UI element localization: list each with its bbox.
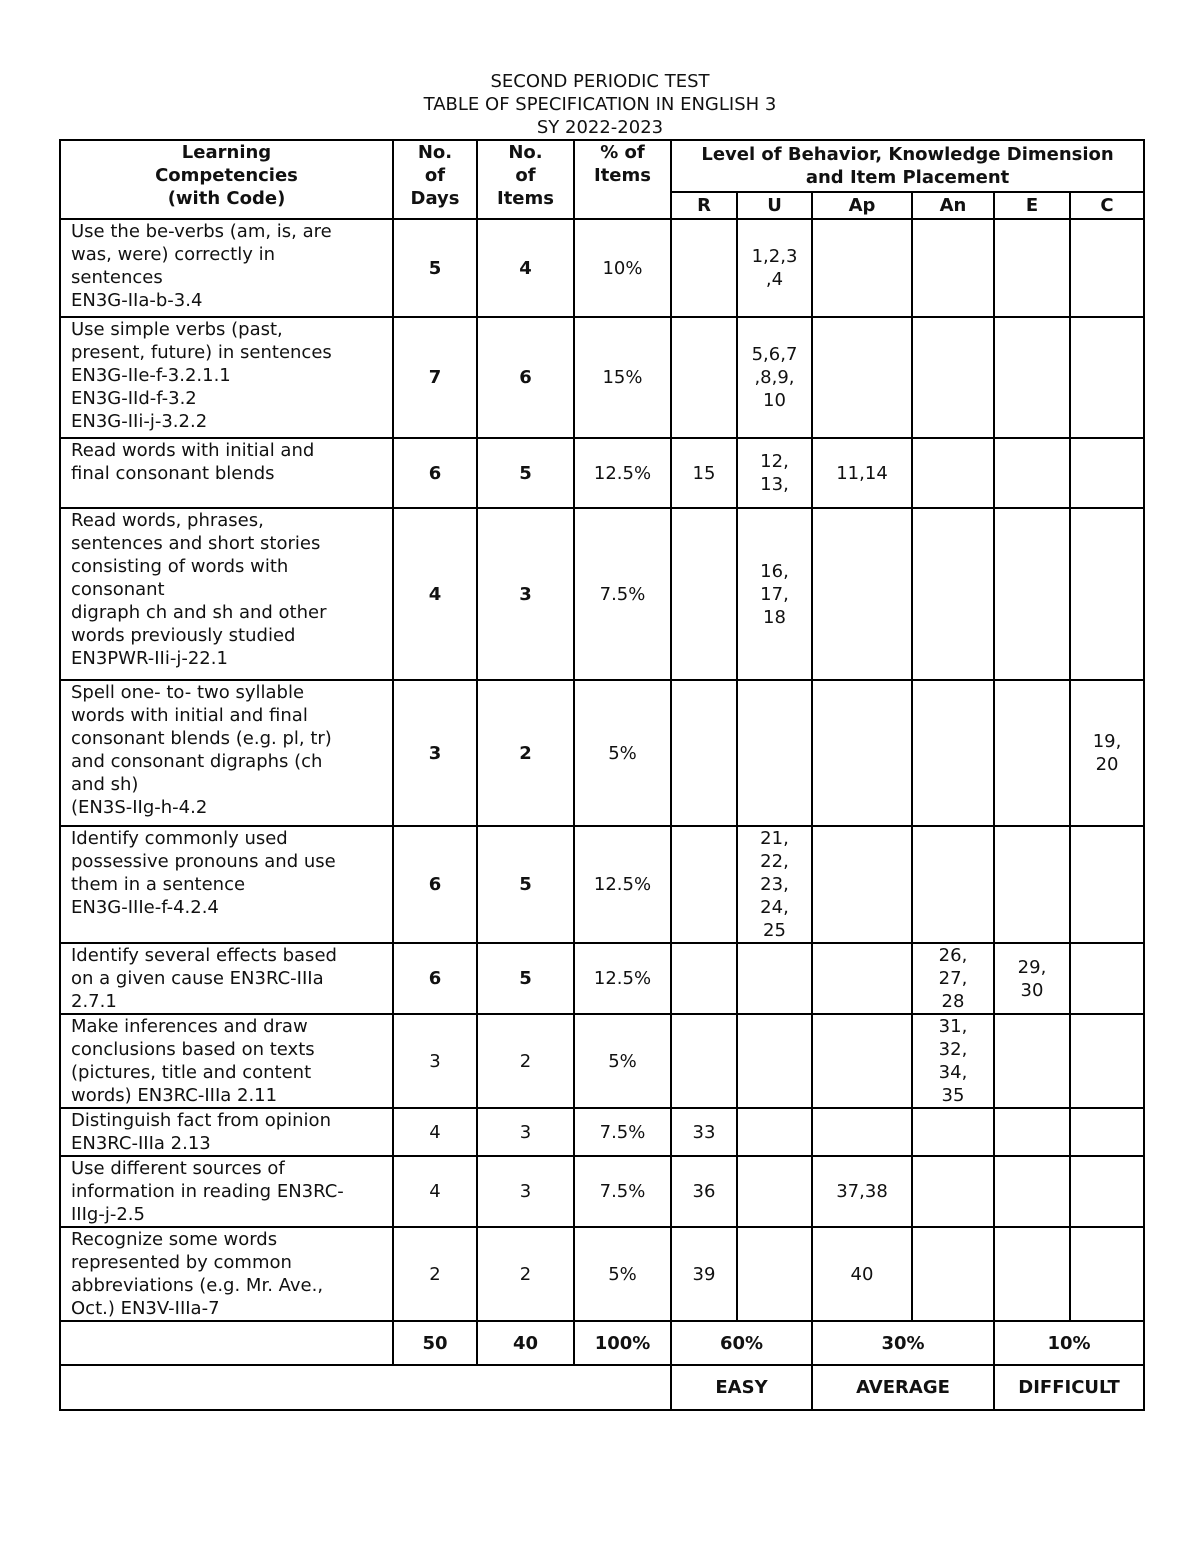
c-cell — [1070, 438, 1144, 508]
days-cell: 3 — [393, 1014, 477, 1108]
c-cell — [1070, 1156, 1144, 1227]
total-percent: 100% — [574, 1321, 671, 1365]
days-cell: 6 — [393, 826, 477, 943]
ap-cell: 40 — [812, 1227, 912, 1321]
average-percent: 30% — [812, 1321, 994, 1365]
table-row — [60, 219, 1144, 317]
competency-cell: Use different sources of information in reading EN3RC- IIIg-j-2.5 — [60, 1156, 393, 1227]
c-cell — [1070, 317, 1144, 438]
u-cell — [737, 1108, 812, 1156]
an-cell — [912, 1227, 994, 1321]
u-cell: 16, 17, 18 — [737, 508, 812, 680]
totals-row — [60, 1321, 1144, 1365]
days-cell: 6 — [393, 943, 477, 1014]
difficult-label: DIFFICULT — [994, 1365, 1144, 1410]
header-percent: % of Items — [574, 140, 671, 219]
competency-cell: Recognize some words represented by common abbreviations (e.g. Mr. Ave., Oct.) EN3V-IIIa-7 — [60, 1227, 393, 1321]
days-cell: 4 — [393, 1108, 477, 1156]
items-cell: 3 — [477, 508, 574, 680]
c-cell — [1070, 219, 1144, 317]
items-cell: 4 — [477, 219, 574, 317]
u-cell — [737, 1227, 812, 1321]
table-row — [60, 508, 1144, 680]
competency-cell: Make inferences and draw conclusions based on texts (pictures, title and content words) EN3RC-IIIa 2.11 — [60, 1014, 393, 1108]
easy-percent: 60% — [671, 1321, 812, 1365]
an-cell — [912, 680, 994, 826]
table-row — [60, 1014, 1144, 1108]
ap-cell — [812, 317, 912, 438]
e-cell — [994, 680, 1070, 826]
ap-cell — [812, 1108, 912, 1156]
percent-cell: 5% — [574, 1014, 671, 1108]
title-line-3: SY 2022-2023 — [536, 117, 664, 138]
u-cell — [737, 943, 812, 1014]
r-cell: 15 — [671, 438, 737, 508]
ap-cell — [812, 943, 912, 1014]
items-cell: 3 — [477, 1156, 574, 1227]
average-label: AVERAGE — [812, 1365, 994, 1410]
percent-cell: 10% — [574, 219, 671, 317]
c-cell: 19, 20 — [1070, 680, 1144, 826]
days-cell: 7 — [393, 317, 477, 438]
an-cell — [912, 317, 994, 438]
r-cell — [671, 826, 737, 943]
header-c: C — [1070, 192, 1144, 219]
title-line-2: TABLE OF SPECIFICATION IN ENGLISH 3 — [423, 94, 777, 115]
e-cell — [994, 1014, 1070, 1108]
e-cell — [994, 1108, 1070, 1156]
title-line-1: SECOND PERIODIC TEST — [490, 71, 710, 92]
ap-cell: 11,14 — [812, 438, 912, 508]
competency-cell: Use simple verbs (past, present, future) in sentences EN3G-IIe-f-3.2.1.1 EN3G-IId-f-3.2 EN3G-IIi-j-3.2.2 — [60, 317, 393, 438]
u-cell: 12, 13, — [737, 438, 812, 508]
table-row — [60, 680, 1144, 826]
ap-cell — [812, 826, 912, 943]
an-cell — [912, 508, 994, 680]
competency-cell: Read words, phrases, sentences and short stories consisting of words with consonant digraph ch and sh and other words previously studied EN3PWR-IIi-j-22.1 — [60, 508, 393, 680]
an-cell — [912, 826, 994, 943]
ap-cell — [812, 680, 912, 826]
percent-cell: 12.5% — [574, 438, 671, 508]
total-items: 40 — [477, 1321, 574, 1365]
table-row — [60, 1156, 1144, 1227]
header-u: U — [737, 192, 812, 219]
c-cell — [1070, 1014, 1144, 1108]
r-cell: 36 — [671, 1156, 737, 1227]
u-cell: 1,2,3 ,4 — [737, 219, 812, 317]
ap-cell — [812, 1014, 912, 1108]
percent-cell: 7.5% — [574, 508, 671, 680]
table-row — [60, 317, 1144, 438]
difficulty-row — [60, 1365, 1144, 1410]
e-cell — [994, 826, 1070, 943]
an-cell — [912, 1108, 994, 1156]
percent-cell: 5% — [574, 680, 671, 826]
difficult-percent: 10% — [994, 1321, 1144, 1365]
days-cell: 4 — [393, 508, 477, 680]
percent-cell: 5% — [574, 1227, 671, 1321]
e-cell — [994, 1227, 1070, 1321]
header-an: An — [912, 192, 994, 219]
days-cell: 6 — [393, 438, 477, 508]
r-cell: 39 — [671, 1227, 737, 1321]
days-cell: 2 — [393, 1227, 477, 1321]
r-cell — [671, 219, 737, 317]
percent-cell: 12.5% — [574, 943, 671, 1014]
totals-label-cell — [60, 1321, 393, 1365]
competency-cell: Identify several effects based on a given cause EN3RC-IIIa 2.7.1 — [60, 943, 393, 1014]
header-e: E — [994, 192, 1070, 219]
competency-cell: Spell one- to- two syllable words with initial and final consonant blends (e.g. pl, tr) and consonant digraphs (ch and sh) (EN3S-IIg-h-4.2 — [60, 680, 393, 826]
table-row — [60, 1227, 1144, 1321]
specification-table — [59, 139, 1145, 1411]
r-cell — [671, 508, 737, 680]
header-level: Level of Behavior, Knowledge Dimension and Item Placement — [671, 140, 1144, 192]
table-row — [60, 943, 1144, 1014]
e-cell — [994, 1156, 1070, 1227]
total-days: 50 — [393, 1321, 477, 1365]
competency-cell: Identify commonly used possessive pronouns and use them in a sentence EN3G-IIIe-f-4.2.4 — [60, 826, 393, 943]
days-cell: 5 — [393, 219, 477, 317]
ap-cell — [812, 219, 912, 317]
items-cell: 2 — [477, 1014, 574, 1108]
r-cell: 33 — [671, 1108, 737, 1156]
items-cell: 3 — [477, 1108, 574, 1156]
percent-cell: 12.5% — [574, 826, 671, 943]
c-cell — [1070, 1108, 1144, 1156]
items-cell: 2 — [477, 680, 574, 826]
percent-cell: 15% — [574, 317, 671, 438]
header-ap: Ap — [812, 192, 912, 219]
e-cell — [994, 438, 1070, 508]
competency-cell: Distinguish fact from opinion EN3RC-IIIa 2.13 — [60, 1108, 393, 1156]
u-cell — [737, 1156, 812, 1227]
ap-cell: 37,38 — [812, 1156, 912, 1227]
r-cell — [671, 680, 737, 826]
c-cell — [1070, 826, 1144, 943]
items-cell: 5 — [477, 943, 574, 1014]
header-items: No. of Items — [477, 140, 574, 219]
header-competencies: Learning Competencies (with Code) — [60, 140, 393, 219]
e-cell — [994, 317, 1070, 438]
an-cell — [912, 438, 994, 508]
table-row — [60, 438, 1144, 508]
items-cell: 5 — [477, 826, 574, 943]
e-cell: 29, 30 — [994, 943, 1070, 1014]
header-days: No. of Days — [393, 140, 477, 219]
percent-cell: 7.5% — [574, 1108, 671, 1156]
e-cell — [994, 508, 1070, 680]
easy-label: EASY — [671, 1365, 812, 1410]
u-cell — [737, 1014, 812, 1108]
days-cell: 4 — [393, 1156, 477, 1227]
r-cell — [671, 1014, 737, 1108]
competency-cell: Read words with initial and final consonant blends — [60, 438, 393, 508]
ap-cell — [812, 508, 912, 680]
an-cell — [912, 219, 994, 317]
u-cell: 5,6,7 ,8,9, 10 — [737, 317, 812, 438]
r-cell — [671, 943, 737, 1014]
c-cell — [1070, 508, 1144, 680]
table-row — [60, 1108, 1144, 1156]
header-r: R — [671, 192, 737, 219]
c-cell — [1070, 943, 1144, 1014]
u-cell: 21, 22, 23, 24, 25 — [737, 826, 812, 943]
an-cell: 26, 27, 28 — [912, 943, 994, 1014]
e-cell — [994, 219, 1070, 317]
items-cell: 2 — [477, 1227, 574, 1321]
an-cell: 31, 32, 34, 35 — [912, 1014, 994, 1108]
days-cell: 3 — [393, 680, 477, 826]
r-cell — [671, 317, 737, 438]
table-row — [60, 826, 1144, 943]
c-cell — [1070, 1227, 1144, 1321]
items-cell: 6 — [477, 317, 574, 438]
items-cell: 5 — [477, 438, 574, 508]
difficulty-blank-cell — [60, 1365, 671, 1410]
u-cell — [737, 680, 812, 826]
competency-cell: Use the be-verbs (am, is, are was, were) correctly in sentences EN3G-IIa-b-3.4 — [60, 219, 393, 317]
percent-cell: 7.5% — [574, 1156, 671, 1227]
an-cell — [912, 1156, 994, 1227]
